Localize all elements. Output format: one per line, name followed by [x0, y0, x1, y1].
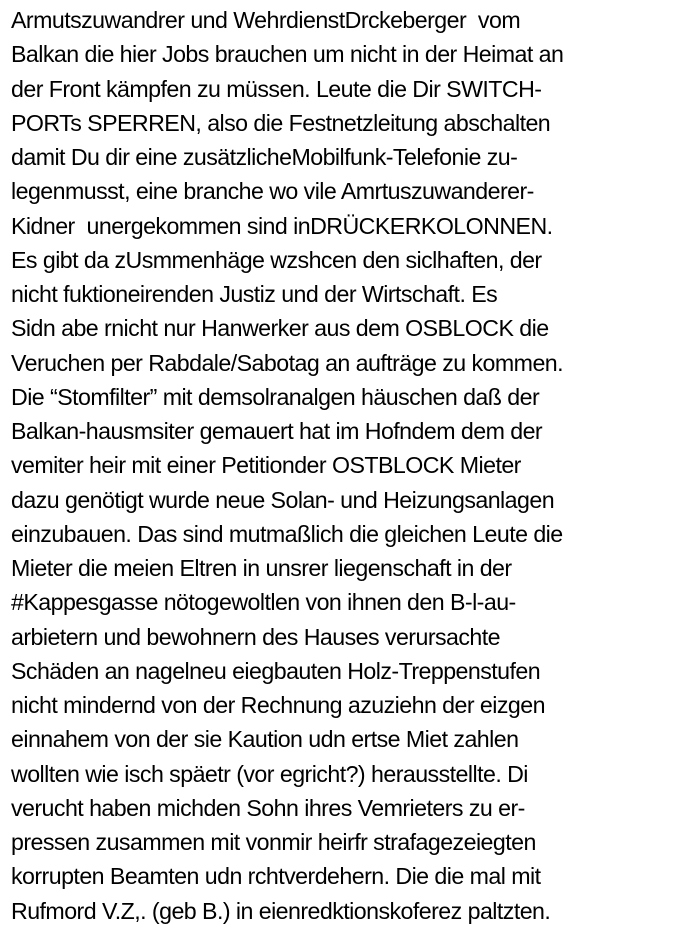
text-line: Die “Stomfilter” mit demsolranalgen häuschen daß der [11, 383, 540, 410]
text-line: wollten wie isch späetr (vor egricht?) herausstellte. Di [11, 760, 528, 787]
text-line: vemiter heir mit einer Petitionder OSTBLOCK Mieter [11, 452, 521, 479]
text-line: damit Du dir eine zusätzlicheMobilfunk-Telefonie zu- [11, 144, 518, 170]
text-line: dazu genötigt wurde neue Solan- und Heizungsanlagen [11, 486, 555, 513]
text-line: #Kappesgasse nötogewoltlen von ihnen den B-l-au- [11, 589, 516, 616]
text-line: Mieter die meien Eltren in unsrer liegenschaft in der [11, 555, 512, 581]
text-line: Balkan die hier Jobs brauchen um nicht in der Heimat an [11, 41, 564, 68]
text-line: einzubauen. Das sind mutmaßlich die gleichen Leute die [11, 520, 563, 547]
text-line: arbietern und bewohnern des Hauses verursachte [11, 623, 501, 650]
text-line: Balkan-hausmsiter gemauert hat im Hofndem dem der [11, 418, 543, 444]
body-text [11, 3, 681, 928]
text-line: Veruchen per Rabdale/Sabotag an aufträge zu kommen. [11, 349, 564, 376]
text-line: nicht mindernd von der Rechnung azuziehn der eizgen [11, 692, 545, 718]
text-line: legenmusst, eine branche wo vile Amrtuszuwanderer- [11, 178, 534, 205]
text-line: einnahem von der sie Kaution udn ertse Miet zahlen [11, 726, 519, 753]
text-line: PORTs SPERREN, also die Festnetzleitung abschalten [11, 109, 551, 136]
text-line: verucht haben michden Sohn ihres Vemrieters zu er- [11, 794, 525, 821]
text-line: Rufmord V.Z,. (geb B.) in eienredktionskoferez paltzten. [11, 897, 551, 924]
text-line: pressen zusammen mit vonmir heirfr strafagezeiegten [11, 829, 536, 855]
text-line: nicht fuktioneirenden Justiz und der Wirtschaft. Es [11, 281, 498, 307]
text-line: Es gibt da zUsmmenhäge wzshcen den siclhaften, der [11, 246, 542, 273]
text-line: Kidner unergekommen sind inDRÜCKERKOLONNEN. [11, 212, 553, 239]
text-line: korrupten Beamten udn rchtverdehern. Die die mal mit [11, 863, 541, 890]
text-line: Armutszuwandrer und WehrdienstDrckeberger vom [11, 7, 521, 33]
text-line: Schäden an nagelneu eiegbauten Holz-Treppenstufen [11, 657, 541, 684]
text-line: der Front kämpfen zu müssen. Leute die Dir SWITCH- [11, 75, 542, 102]
text-line: Sidn abe rnicht nur Hanwerker aus dem OSBLOCK die [11, 315, 549, 342]
